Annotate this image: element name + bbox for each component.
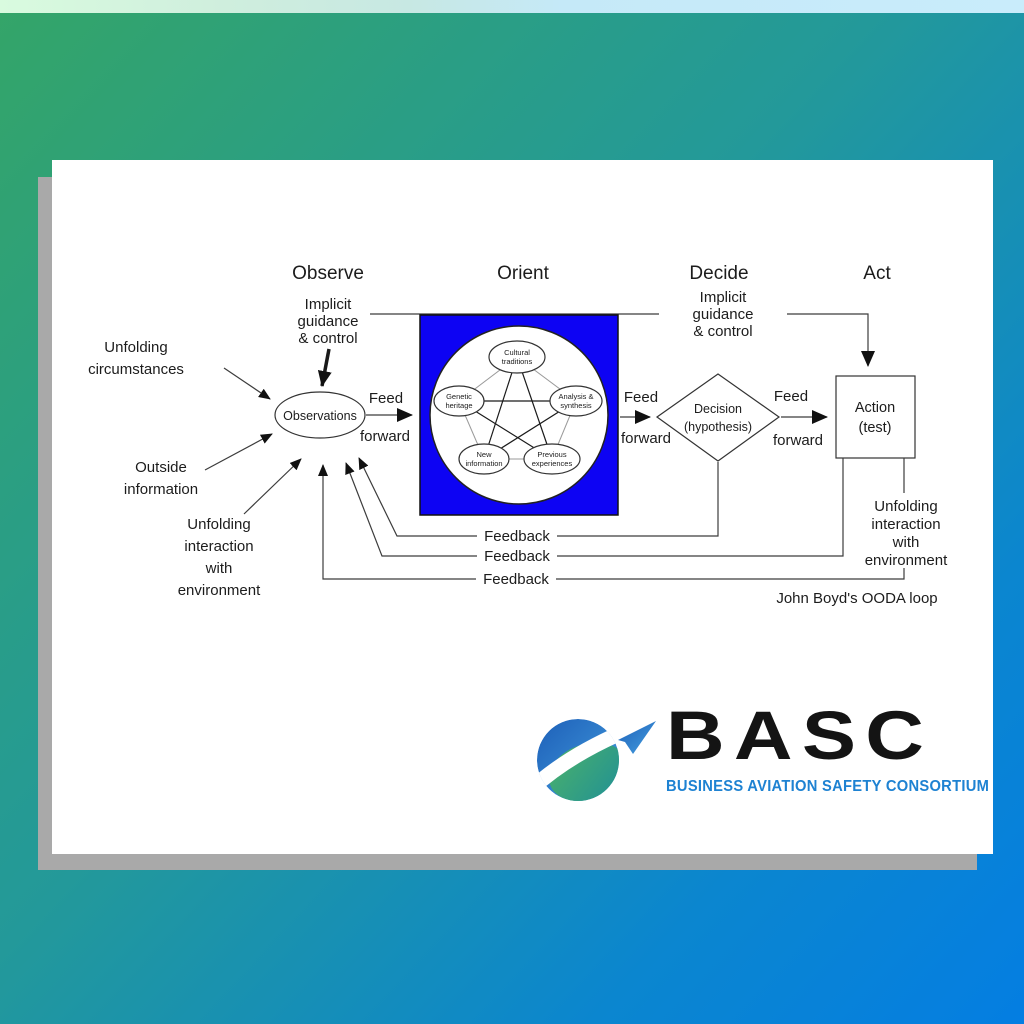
unfolding-interaction-left-l3: with <box>205 560 233 577</box>
new-information-l2: information <box>465 459 503 468</box>
top-accent-strip <box>0 0 1024 13</box>
basc-logo <box>532 697 1017 802</box>
implicit-left-l1: Implicit <box>304 296 352 313</box>
unfolding-interaction-left-l2: interaction <box>184 538 254 555</box>
cultural-traditions-l1: Cultural <box>504 348 530 357</box>
implicit-right-l1: Implicit <box>699 289 747 306</box>
decision-l1: Decision <box>694 402 742 416</box>
header-observe: Observe <box>292 263 364 284</box>
feedback-label-1: Feedback <box>484 528 550 545</box>
logo-tagline: BUSINESS AVIATION SAFETY CONSORTIUM <box>666 778 990 795</box>
genetic-heritage-l1: Genetic <box>446 392 472 401</box>
observations-label: Observations <box>283 409 357 423</box>
feed-label-3: Feed <box>773 388 809 405</box>
outside-information-l1: Outside <box>135 459 187 476</box>
unfolding-interaction-left-l4: environment <box>177 582 261 599</box>
unfolding-interaction-right-l3: with <box>892 534 920 551</box>
forward-label-2: forward <box>620 430 672 447</box>
diagram-card <box>52 160 993 854</box>
globe-swoosh-arrow-icon <box>532 708 658 802</box>
unfolding-interaction-right-l2: interaction <box>871 516 941 533</box>
unfolding-interaction-arrow <box>244 459 301 514</box>
unfolding-interaction-right-l4: environment <box>864 552 948 569</box>
outside-information-l2: information <box>123 481 199 498</box>
outside-information-arrow <box>205 434 272 470</box>
diagram-caption: John Boyd's OODA loop <box>776 590 938 607</box>
logo-acronym: BASC <box>666 697 934 774</box>
forward-label-3: forward <box>772 432 824 449</box>
action-box <box>836 376 915 458</box>
action-l2: (test) <box>858 420 892 436</box>
feed-label-1: Feed <box>368 390 404 407</box>
unfolding-circumstances-arrow <box>224 368 270 399</box>
implicit-right-l2: guidance <box>692 306 754 323</box>
logo-text-block <box>666 697 1017 796</box>
forward-label-1: forward <box>359 428 411 445</box>
previous-experiences-l1: Previous <box>537 450 567 459</box>
header-orient: Orient <box>497 263 549 284</box>
previous-experiences-l2: experiences <box>531 459 573 468</box>
implicit-left-l3: & control <box>298 330 358 347</box>
header-act: Act <box>863 263 891 284</box>
unfolding-circumstances-l1: Unfolding <box>104 339 168 356</box>
logo-arrow <box>618 721 656 754</box>
analysis-synthesis-l1: Analysis & <box>558 392 594 401</box>
genetic-heritage-l2: heritage <box>445 401 473 410</box>
unfolding-circumstances-l2: circumstances <box>88 361 184 378</box>
unfolding-interaction-right-l1: Unfolding <box>874 498 938 515</box>
cultural-traditions-l2: traditions <box>501 357 533 366</box>
decision-diamond <box>657 374 779 461</box>
decision-l2: (hypothesis) <box>683 420 753 434</box>
action-l1: Action <box>854 400 896 416</box>
implicit-to-observations-arrow <box>322 349 329 386</box>
header-decide: Decide <box>689 263 749 284</box>
globe-sphere <box>532 719 648 802</box>
feed-label-2: Feed <box>623 389 659 406</box>
feedback-label-3: Feedback <box>483 571 549 588</box>
feedback-label-2: Feedback <box>484 548 550 565</box>
analysis-synthesis-l2: synthesis <box>560 401 592 410</box>
implicit-left-l2: guidance <box>297 313 359 330</box>
new-information-l1: New <box>476 450 492 459</box>
implicit-right-l3: & control <box>693 323 753 340</box>
unfolding-interaction-left-l1: Unfolding <box>187 516 251 533</box>
